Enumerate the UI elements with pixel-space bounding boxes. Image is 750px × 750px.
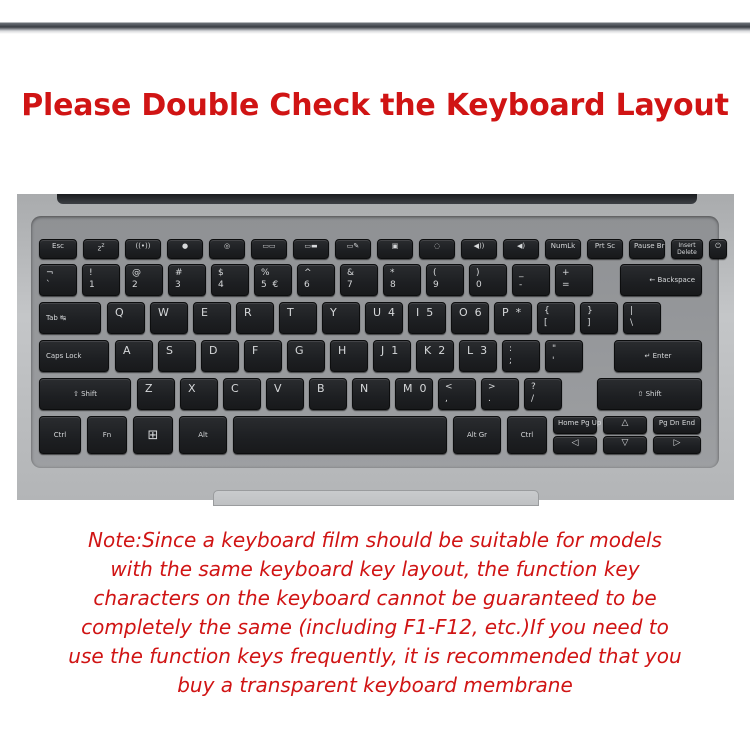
home-pgup-key: Home Pg Up [553,416,597,434]
key: K 2 [416,340,454,372]
key: } ] [580,302,618,334]
key: B [309,378,347,410]
top-border-band [0,0,750,34]
key: ! 1 [82,264,120,296]
f3-key: ● [167,239,203,259]
left-alt-key: Alt [179,416,227,454]
key: & 7 [340,264,378,296]
f5-key: ▭▭ [251,239,287,259]
key: ? / [524,378,562,410]
page-title: Please Double Check the Keyboard Layout [21,88,729,123]
key: | \ [623,302,661,334]
key: * 8 [383,264,421,296]
key: < , [438,378,476,410]
key: W [150,302,188,334]
keyboard-photo [17,194,734,500]
key: T [279,302,317,334]
windows-icon: ⊞ [133,416,173,454]
f4-key: ◎ [209,239,245,259]
note-line: characters on the keyboard cannot be guaranteed to be [93,586,657,610]
key: L 3 [459,340,497,372]
key: { [ [537,302,575,334]
touchpad [213,490,539,506]
key: U 4 [365,302,403,334]
backspace-key: ← Backspace [620,264,702,296]
key: C [223,378,261,410]
key: D [201,340,239,372]
key: X [180,378,218,410]
note-line: with the same keyboard key layout, the function key [110,557,640,581]
key: P * [494,302,532,334]
key: ^ 6 [297,264,335,296]
key: R [236,302,274,334]
key: _ - [512,264,550,296]
f6-key: ▭▬ [293,239,329,259]
key: O 6 [451,302,489,334]
key: N [352,378,390,410]
key: V [266,378,304,410]
key: I 5 [408,302,446,334]
f10-key: ◀)) [461,239,497,259]
note-text [0,526,750,700]
f11-key: ◀) [503,239,539,259]
key: $ 4 [211,264,249,296]
fn-key: Fn [87,416,127,454]
key: J 1 [373,340,411,372]
f2-key: ((•)) [125,239,161,259]
f7-key: ▭✎ [335,239,371,259]
key: Z [137,378,175,410]
up-arrow-key: △ [603,416,647,434]
note-line: buy a transparent keyboard membrane [177,673,573,697]
key: ( 9 [426,264,464,296]
enter-key: ↵ Enter [614,340,702,372]
key: " ' [545,340,583,372]
down-arrow-key: ▽ [603,436,647,454]
key: H [330,340,368,372]
key: Q [107,302,145,334]
right-shift-key: ⇧ Shift [597,378,702,410]
f9-key: ◌ [419,239,455,259]
note-line: Note:Since a keyboard film should be suitable for models [88,528,662,552]
space-bar [233,416,447,454]
insert-delete-key: Insert Delete [671,239,703,259]
key: % 5 € [254,264,292,296]
key: ) 0 [469,264,507,296]
numlk-key: NumLk [545,239,581,259]
key: A [115,340,153,372]
tab-key: Tab ↹ [39,302,101,334]
laptop-screen-edge [57,194,697,204]
key: # 3 [168,264,206,296]
key: E [193,302,231,334]
f8-key: ▣ [377,239,413,259]
f1-key: $z^z$ [83,239,119,259]
key: @ 2 [125,264,163,296]
right-arrow-key: ▷ [653,436,701,454]
note-line: use the function keys frequently, it is recommended that you [68,644,682,668]
pgdn-end-key: Pg Dn End [653,416,701,434]
key: > . [481,378,519,410]
caps-lock-key: Caps Lock [39,340,109,372]
key: G [287,340,325,372]
key: Y [322,302,360,334]
right-ctrl-key: Ctrl [507,416,547,454]
key: ¬ ` [39,264,77,296]
left-ctrl-key: Ctrl [39,416,81,454]
key: : ; [502,340,540,372]
power-icon: ⏻ [709,239,727,259]
key: S [158,340,196,372]
note-line: completely the same (including F1-F12, etc.)If you need to [81,615,669,639]
key: F [244,340,282,372]
left-shift-key: ⇧ Shift [39,378,131,410]
esc-key: Esc [39,239,77,259]
alt-gr-key: Alt Gr [453,416,501,454]
prtsc-key: Prt Sc [587,239,623,259]
left-arrow-key: ◁ [553,436,597,454]
key: M 0 [395,378,433,410]
pause-key: Pause Br [629,239,665,259]
key: + = [555,264,593,296]
